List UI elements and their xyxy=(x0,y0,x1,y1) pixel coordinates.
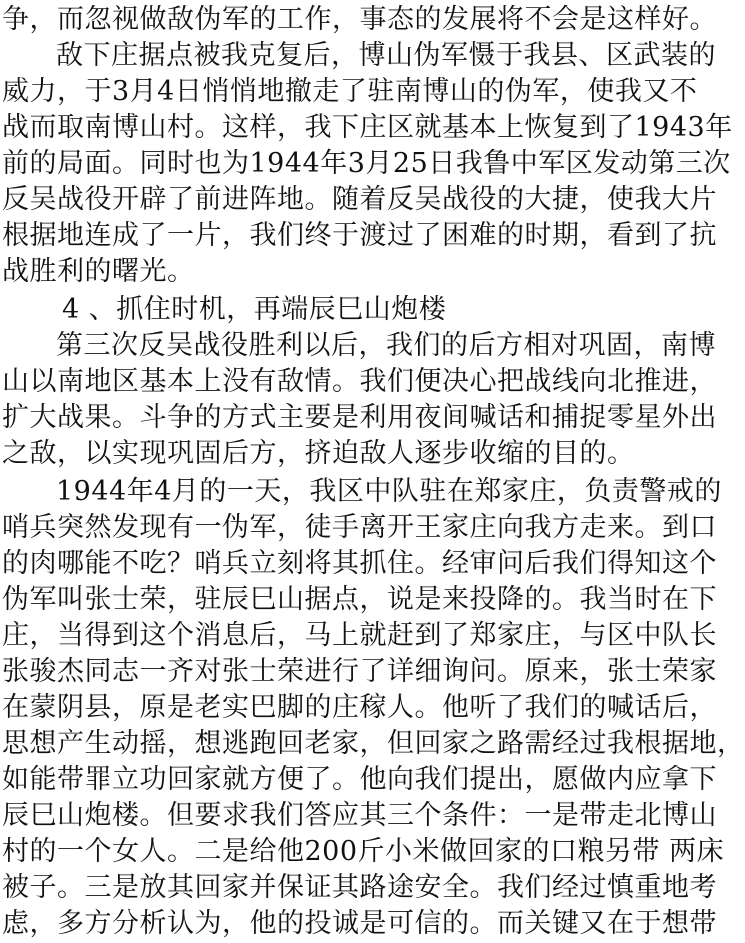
text-line: 反吴战役开辟了前进阵地。随着反吴战役的大捷，使我大片 xyxy=(2,184,717,215)
text-line: 村的一个女人。二是给他200斤小米做回家的口粮另带 两床 xyxy=(2,836,725,867)
text-line: 1944年4月的一天，我区中队驻在郑家庄，负责警戒的 xyxy=(56,476,722,507)
text-line: 争，而忽视做敌伪军的工作，事态的发展将不会是这样好。 xyxy=(2,4,717,35)
text-line: 山以南地区基本上没有敌情。我们便决心把战线向北推进， xyxy=(2,366,717,397)
text-line: 之敌，以实现巩固后方，挤迫敌人逐步收缩的目的。 xyxy=(2,438,635,469)
text-line: 威力，于3月4日悄悄地撤走了驻南博山的伪军，使我又不 xyxy=(2,76,698,107)
text-line: 伪军叫张士荣，驻辰巳山据点，说是来投降的。我当时在下 xyxy=(2,584,717,615)
text-line: 庄，当得到这个消息后，马上就赶到了郑家庄，与区中队长 xyxy=(2,620,717,651)
text-line: 的肉哪能不吃？哨兵立刻将其抓住。经审问后我们得知这个 xyxy=(2,548,717,579)
text-line: 思想产生动摇，想逃跑回老家，但回家之路需经过我根据地， xyxy=(2,728,745,759)
text-line: 战而取南博山村。这样，我下庄区就基本上恢复到了1943年 xyxy=(2,112,733,143)
text-line: 在蒙阴县，原是老实巴脚的庄稼人。他听了我们的喊话后， xyxy=(2,692,717,723)
text-line: 张骏杰同志一齐对张士荣进行了详细询问。原来，张士荣家 xyxy=(2,656,717,687)
text-line: 前的局面。同时也为1944年3月25日我鲁中军区发动第三次 xyxy=(2,148,731,179)
text-line: 虑，多方分析认为，他的投诚是可信的。而关键又在于想带 xyxy=(2,908,717,939)
section-heading: 4 、抓住时机，再端辰巳山炮楼 xyxy=(62,294,447,325)
text-line: 第三次反吴战役胜利以后，我们的后方相对巩固，南博 xyxy=(56,330,716,361)
text-line: 如能带罪立功回家就方便了。他向我们提出，愿做内应拿下 xyxy=(2,764,717,795)
text-line: 辰巳山炮楼。但要求我们答应其三个条件：一是带走北博山 xyxy=(2,800,717,831)
text-line: 敌下庄据点被我克复后，博山伪军慑于我县、区武装的 xyxy=(56,40,716,71)
text-line: 扩大战果。斗争的方式主要是利用夜间喊话和捕捉零星外出 xyxy=(2,402,717,433)
text-line: 根据地连成了一片，我们终于渡过了困难的时期，看到了抗 xyxy=(2,220,717,251)
text-line: 哨兵突然发现有一伪军，徒手离开王家庄向我方走来。到口 xyxy=(2,512,717,543)
text-line: 战胜利的曙光。 xyxy=(2,256,195,287)
text-line: 被子。三是放其回家并保证其路途安全。我们经过慎重地考 xyxy=(2,872,717,903)
